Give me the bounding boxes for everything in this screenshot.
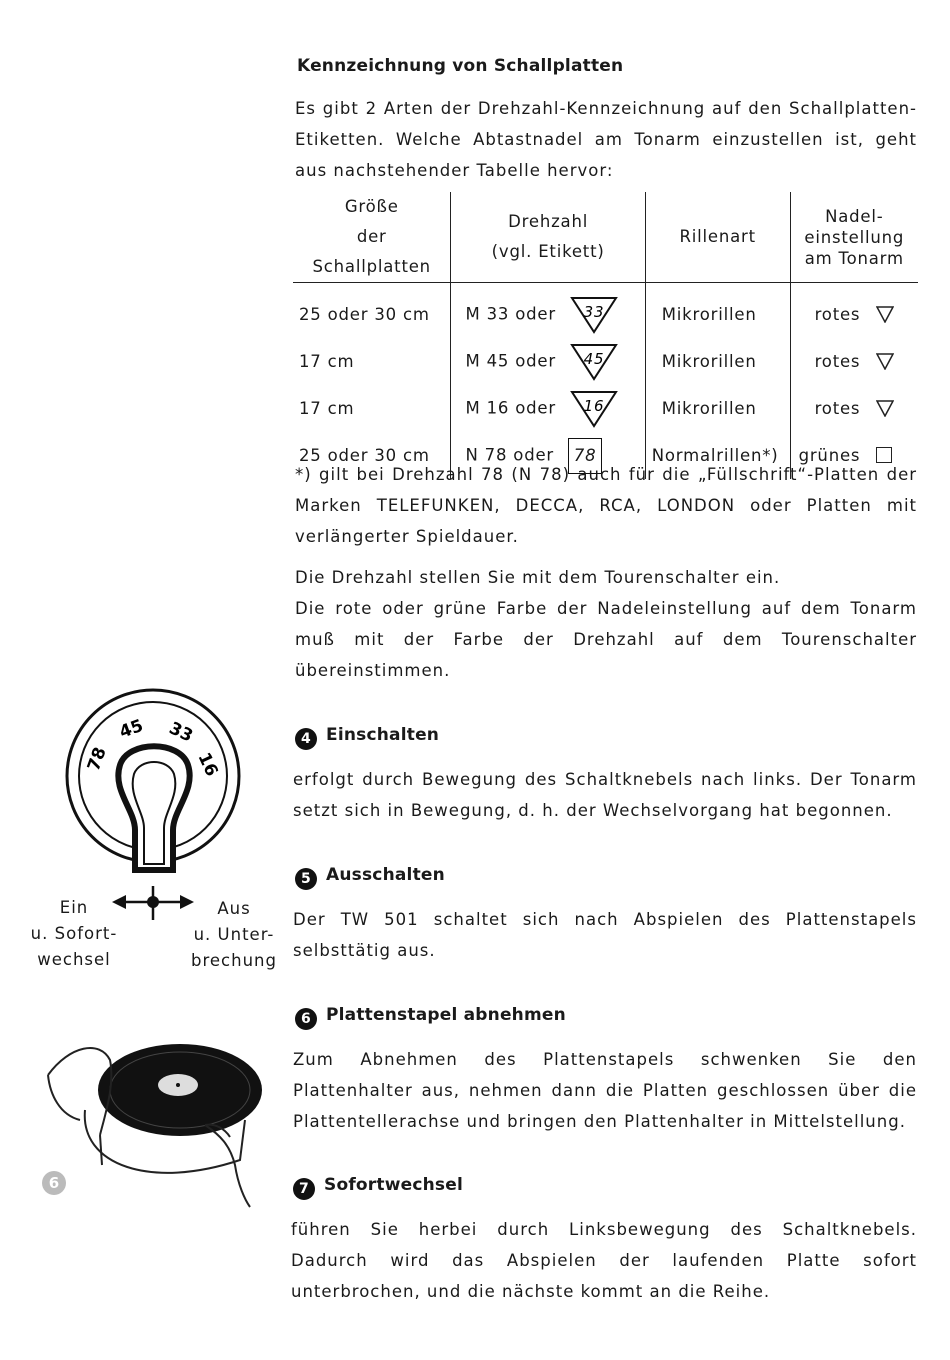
speed-triangle-icon bbox=[570, 343, 618, 381]
needle-triangle-icon bbox=[876, 305, 894, 323]
row-needle: rotes bbox=[790, 283, 918, 339]
dial-label: 78 bbox=[83, 744, 111, 774]
row-speed: M 45 oder 45 bbox=[451, 338, 645, 385]
table-row bbox=[293, 385, 918, 432]
row-speed: M 33 oder 33 bbox=[451, 283, 645, 339]
step6-title: 6 Plattenstapel abnehmen bbox=[295, 1005, 566, 1030]
row-speed: N 78 oder 78 bbox=[451, 432, 645, 479]
row-groove: Normalrillen*) bbox=[645, 432, 790, 479]
speed-square-icon: 78 bbox=[568, 438, 602, 474]
dial-label-right: Aus u. Unter- brechung bbox=[191, 899, 277, 970]
row-needle: grünes bbox=[790, 432, 918, 479]
table-row bbox=[293, 283, 918, 339]
row-groove: Mikrorillen bbox=[645, 283, 790, 339]
speed-triangle-icon bbox=[570, 390, 618, 428]
table-footnote: *) gilt bei Drehzahl 78 (N 78) auch für die „Füllschrift“-Platten der Marken TELEFUNKEN, DECCA, RCA, LONDON oder Platten mit verlängerter Spieldauer. bbox=[295, 465, 917, 546]
svg-text:16: 16 bbox=[583, 396, 605, 415]
row-size: 25 oder 30 cm bbox=[299, 446, 430, 465]
step5-title: 5 Ausschalten bbox=[295, 865, 445, 890]
dial-label: 16 bbox=[193, 749, 222, 780]
needle-triangle-icon bbox=[876, 399, 894, 417]
step7-title: 7 Sofortwechsel bbox=[293, 1175, 463, 1200]
row-needle: rotes bbox=[790, 385, 918, 432]
step-number-badge: 6 bbox=[295, 1008, 317, 1030]
step4-text: erfolgt durch Bewegung des Schaltknebels nach links. Der Tonarm setzt sich in Bewegung, d. h. der Wechselvorgang hat begonnen. bbox=[293, 770, 917, 820]
table-row bbox=[293, 338, 918, 385]
header-size: Größe der Schallplatten bbox=[293, 192, 451, 283]
header-needle: Nadel- einstellung am Tonarm bbox=[790, 192, 918, 283]
header-speed: Drehzahl (vgl. Etikett) bbox=[451, 192, 645, 283]
step4-title: 4 Einschalten bbox=[295, 725, 439, 750]
step7-text: führen Sie herbei durch Linksbewegung des Schaltknebels. Dadurch wird das Abspielen der laufenden Platte sofort unterbrochen, und die nächste kommt an die Reihe. bbox=[291, 1220, 917, 1301]
step6-text: Zum Abnehmen des Plattenstapels schwenken Sie den Plattenhalter aus, nehmen dann die Platten geschlossen über die Plattentellerachse und bringen den Plattenhalter in Mittelstellung. bbox=[293, 1050, 917, 1131]
section-title-marking: Kennzeichnung von Schallplatten bbox=[297, 56, 624, 76]
svg-text:45: 45 bbox=[583, 349, 605, 368]
row-needle: rotes bbox=[790, 338, 918, 385]
header-groove: Rillenart bbox=[645, 192, 790, 283]
row-speed: M 16 oder 16 bbox=[451, 385, 645, 432]
dial-label: 45 bbox=[116, 715, 146, 743]
needle-triangle-icon bbox=[876, 352, 894, 370]
speed-setting-text-1: Die Drehzahl stellen Sie mit dem Tourenschalter ein. bbox=[295, 568, 781, 587]
step5-text: Der TW 501 schaltet sich nach Abspielen des Plattenstapels selbsttätig aus. bbox=[293, 910, 917, 960]
dial-label-left: Ein u. Sofort- wechsel bbox=[30, 898, 118, 969]
row-size: 25 oder 30 cm bbox=[299, 305, 430, 324]
step-number-badge: 4 bbox=[295, 728, 317, 750]
step-number-badge: 7 bbox=[293, 1178, 315, 1200]
row-size: 17 cm bbox=[299, 399, 355, 418]
speed-triangle-icon bbox=[570, 296, 618, 334]
row-groove: Mikrorillen bbox=[645, 385, 790, 432]
row-groove: Mikrorillen bbox=[645, 338, 790, 385]
dial-label: 33 bbox=[165, 718, 196, 747]
record-stack-removal-illustration bbox=[30, 1025, 275, 1210]
row-size: 17 cm bbox=[299, 352, 355, 371]
svg-text:33: 33 bbox=[583, 302, 605, 321]
speed-setting-text-2: Die rote oder grüne Farbe der Nadeleinstellung auf dem Tonarm muß mit der Farbe der Drehzahl auf dem Tourenschalter übereinstimmen. bbox=[295, 599, 917, 680]
step-number-badge: 5 bbox=[295, 868, 317, 890]
speed-table bbox=[293, 192, 918, 479]
switch-knob bbox=[118, 746, 189, 870]
marking-intro: Es gibt 2 Arten der Drehzahl-Kennzeichnung auf den Schallplatten-Etiketten. Welche Abtastnadel am Tonarm einzustellen ist, geht aus nachstehender Tabelle hervor: bbox=[295, 99, 917, 180]
figure-number-badge: 6 bbox=[42, 1171, 66, 1195]
